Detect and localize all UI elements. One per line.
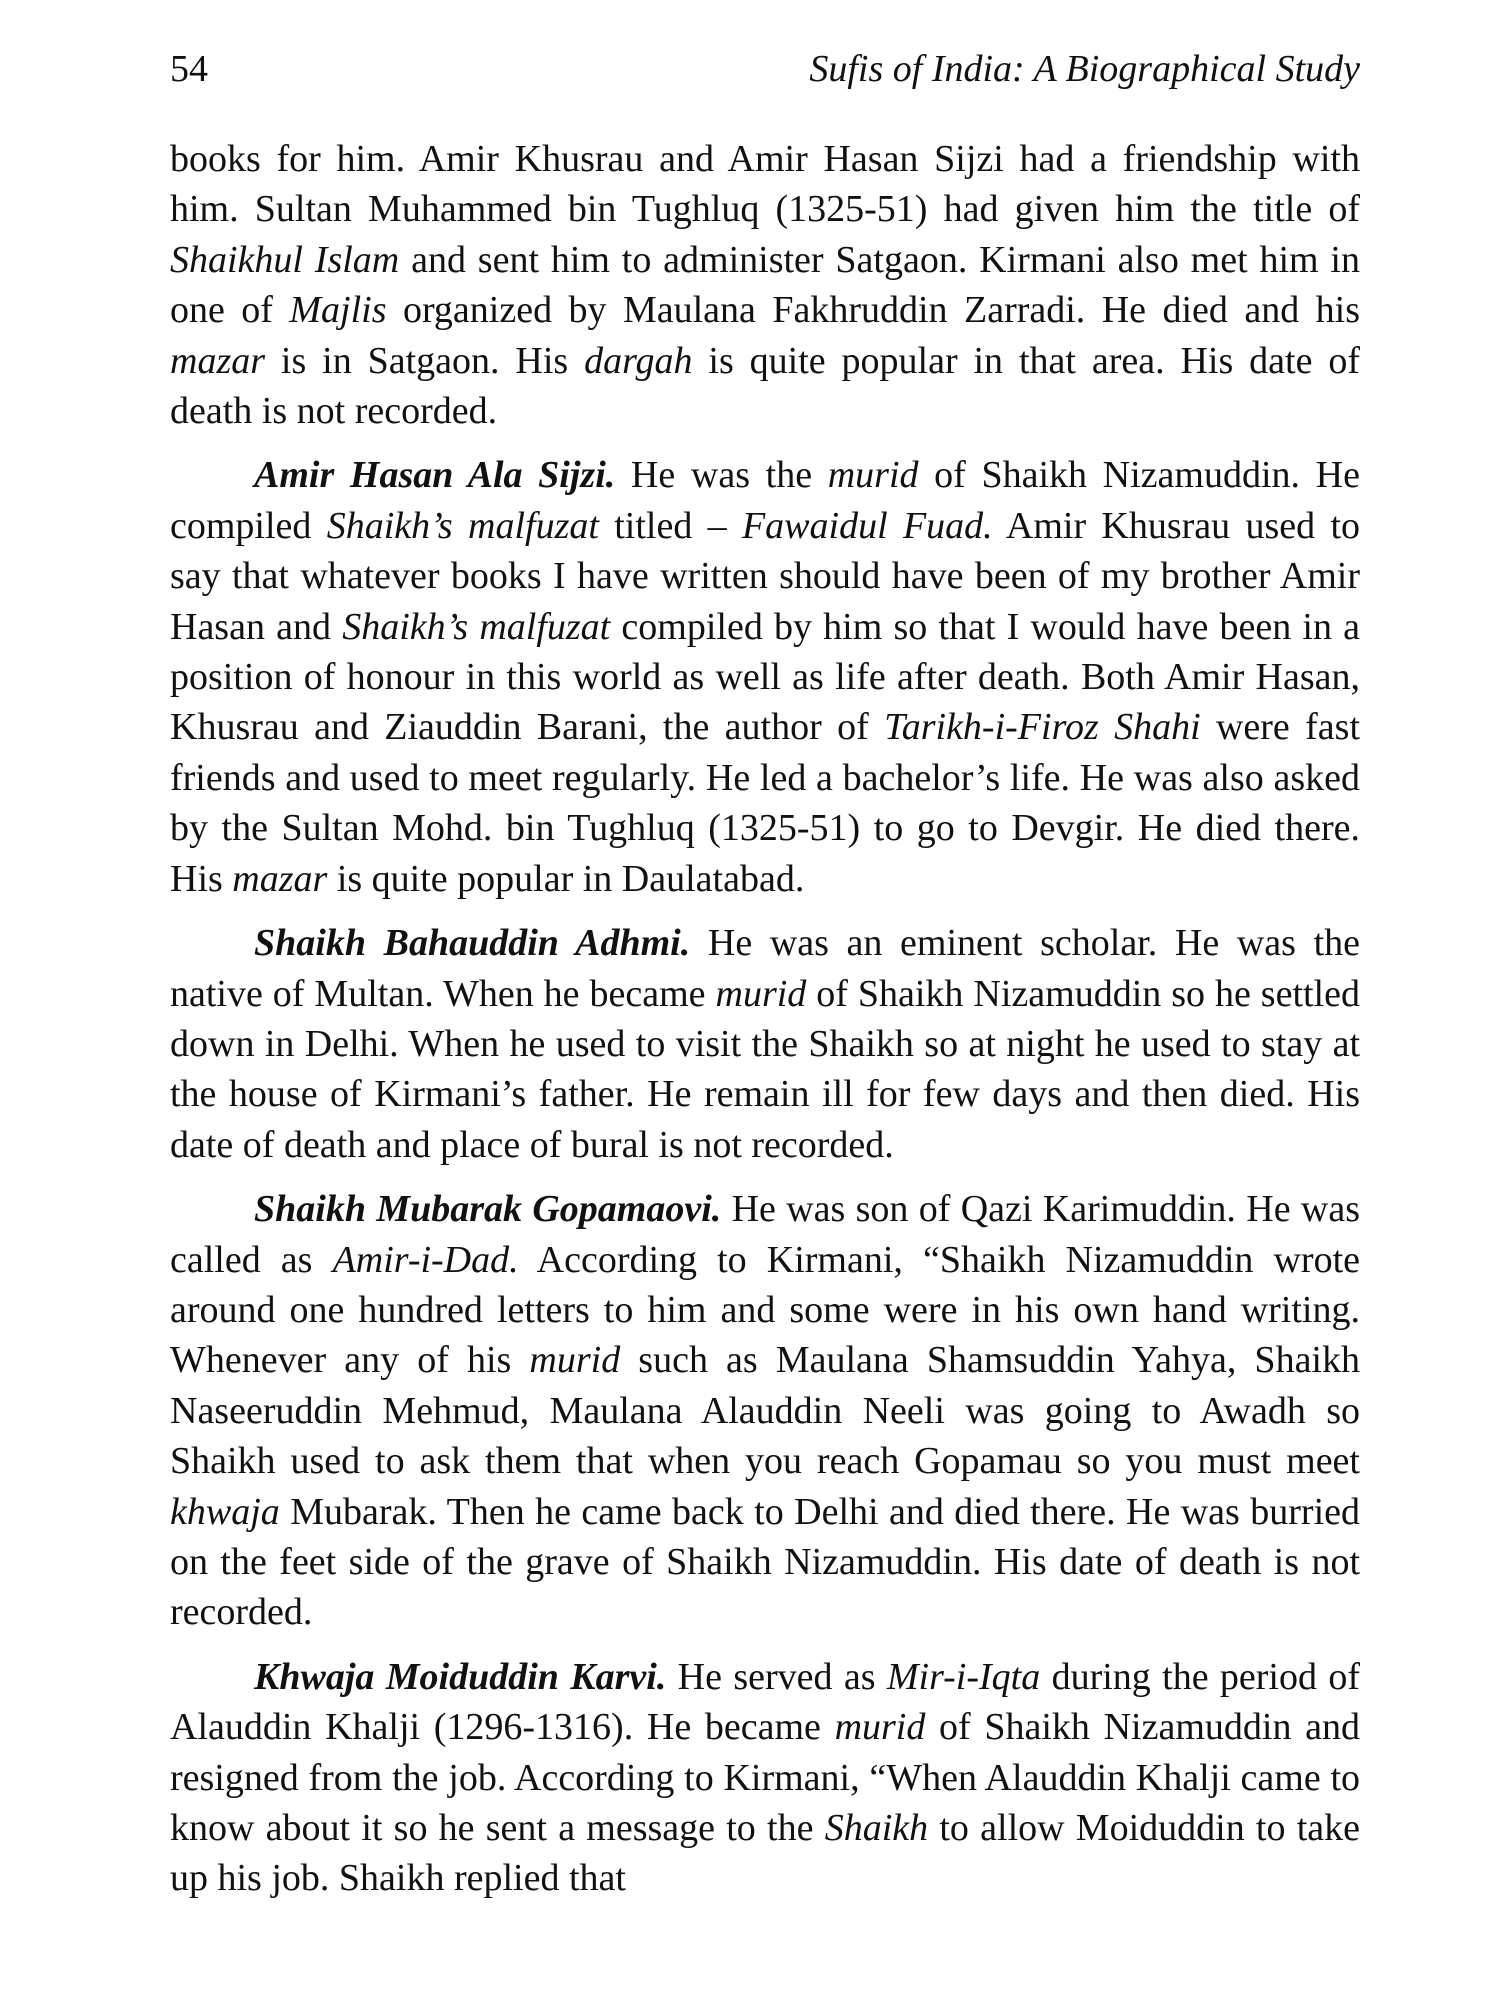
text-run: He was the: [615, 454, 828, 497]
italic-term: Majlis: [289, 289, 387, 332]
paragraph: [170, 918, 1360, 1170]
text-run: According to Kirmani, “Shaikh Nizamuddin wrote around one hundred letters to him and some were in his own hand writing. Whenever any of his: [170, 1238, 1361, 1382]
italic-term: Shaikh: [824, 1807, 929, 1849]
italic-term: mazar: [232, 857, 328, 900]
sufi-name-heading: Shaikh Mubarak Gopamaovi.: [254, 1188, 722, 1231]
text-run: and sent him to administer Satgaon. Kirmani also met him in one of: [170, 238, 1360, 332]
italic-term: Shaikh’s malfuzat: [342, 605, 611, 648]
sufi-name-heading: Shaikh Bahauddin Adhmi.: [254, 922, 691, 965]
text-run: books for him. Amir Khusrau and Amir Hasan Sijzi had a friendship with him. Sultan Muhammed bin Tughluq (1325-51) had given him the title of: [170, 138, 1360, 231]
italic-term: murid: [715, 972, 807, 1015]
text-body: [170, 134, 1360, 1918]
text-run: is quite popular in that area. His date of death is not recorded.: [170, 339, 1360, 433]
italic-term: murid: [834, 1706, 926, 1749]
text-run: organized by Maulana Fakhruddin Zarradi. He died and his: [386, 289, 1360, 332]
text-run: of Shaikh Nizamuddin. He compiled: [170, 454, 1360, 547]
italic-term: mazar: [170, 339, 266, 382]
italic-term: Mir-i-Iqta: [886, 1655, 1041, 1698]
italic-term: dargah: [584, 339, 693, 382]
text-run: of Shaikh Nizamuddin and resigned from the job. According to Kirmani, “When Alauddin Khalji came to know about it so he sent a message to the: [170, 1706, 1360, 1849]
text-run: during the period of Alauddin Khalji (1296-1316). He became: [170, 1655, 1360, 1749]
text-run: Amir Khusrau used to say that whatever books I have written should have been of my brother Amir Hasan and: [170, 504, 1361, 648]
paragraph: [170, 134, 1360, 436]
text-run: He was an eminent scholar. He was the native of Multan. When he became: [170, 922, 1360, 1015]
text-run: compiled by him so that I would have been in a position of honour in this world as well as life after death. Both Amir Hasan, Khusrau and Ziauddin Barani, the author of: [170, 605, 1360, 749]
paragraph: [170, 1652, 1360, 1904]
page-number: 54: [170, 48, 208, 90]
italic-term: khwaja: [170, 1490, 280, 1533]
text-run: titled –: [598, 504, 742, 547]
text-run: is quite popular in Daulatabad.: [327, 857, 805, 900]
italic-term: murid: [827, 454, 919, 497]
text-run: He was son of Qazi Karimuddin. He was called as: [170, 1188, 1360, 1281]
text-run: of Shaikh Nizamuddin so he settled down in Delhi. When he used to visit the Shaikh so at night he used to stay at the house of Kirmani’s father. He remain ill for few days and then died. His date of death and place of bural is not recorded.: [170, 972, 1360, 1166]
italic-term: Tarikh-i-Firoz Shahi: [884, 706, 1201, 749]
paragraph: [170, 1184, 1360, 1638]
book-title: Sufis of India: A Biographical Study: [809, 48, 1360, 90]
running-head: [170, 44, 1360, 94]
text-run: He served as: [666, 1655, 887, 1698]
text-run: such as Maulana Shamsuddin Yahya, Shaikh Naseeruddin Mehmud, Maulana Alauddin Neeli was going to Awadh so Shaikh used to ask them that when you reach Gopamau so you must meet: [170, 1339, 1360, 1483]
text-run: were fast friends and used to meet regularly. He led a bachelor’s life. He was also asked by the Sultan Mohd. bin Tughluq (1325-51) to go to Devgir. He died there. His: [170, 706, 1360, 900]
italic-term: murid: [529, 1339, 621, 1382]
sufi-name-heading: Amir Hasan Ala Sijzi.: [254, 454, 616, 497]
paragraph: [170, 450, 1360, 904]
sufi-name-heading: Khwaja Moiduddin Karvi.: [254, 1655, 667, 1698]
italic-term: Shaikh’s malfuzat: [326, 504, 599, 547]
italic-term: Shaikhul Islam: [170, 238, 400, 281]
italic-term: Amir-i-Dad.: [332, 1238, 519, 1281]
text-run: Mubarak. Then he came back to Delhi and died there. He was burried on the feet side of the grave of Shaikh Nizamuddin. His date of death is not recorded.: [170, 1490, 1360, 1634]
text-run: is in Satgaon. His: [265, 339, 585, 382]
text-run: to allow Moiduddin to take up his job. Shaikh replied that: [170, 1807, 1361, 1900]
italic-term: Fawaidul Fuad.: [741, 504, 993, 547]
